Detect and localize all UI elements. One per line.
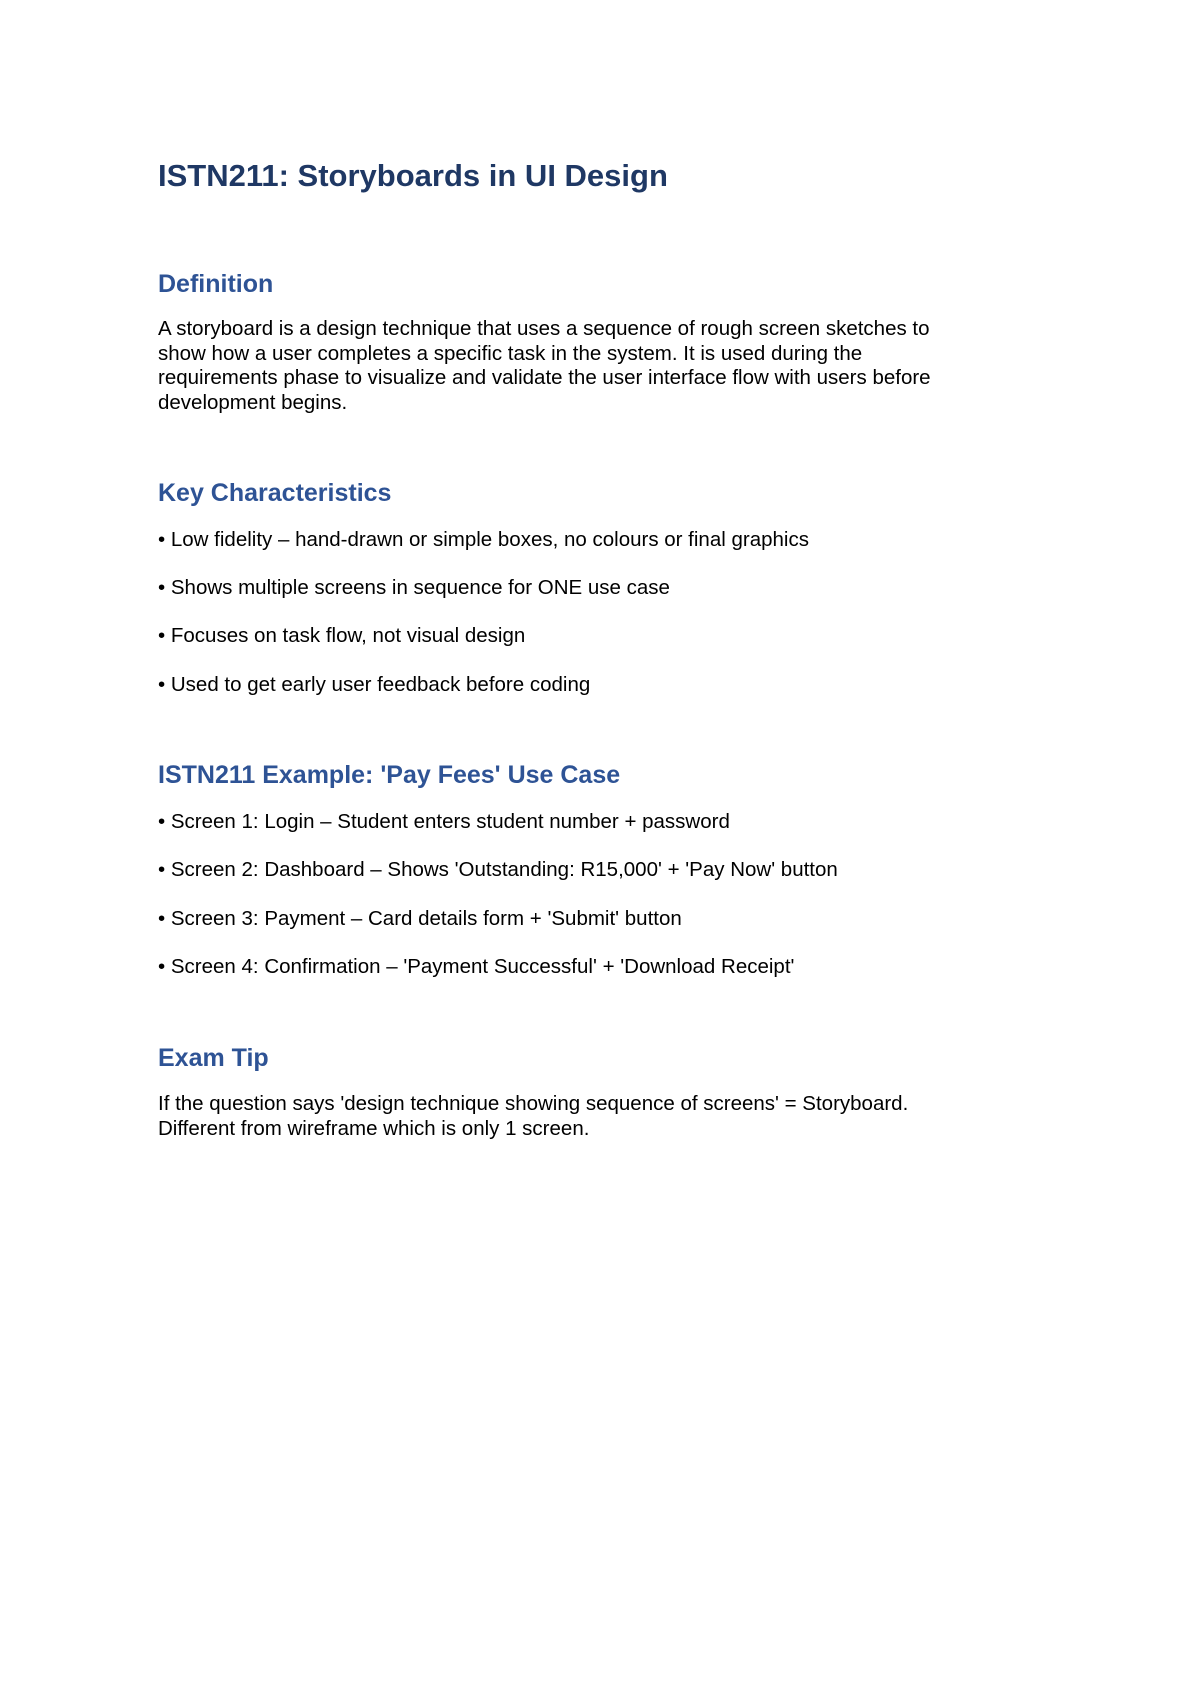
definition-line: A storyboard is a design technique that uses a sequence of rough screen sketches to [158, 317, 930, 340]
key-characteristics-heading: Key Characteristics [158, 479, 392, 507]
page-title: ISTN211: Storyboards in UI Design [158, 158, 668, 193]
exam-tip-line: Different from wireframe which is only 1 screen. [158, 1116, 590, 1140]
example-screen-item: • Screen 2: Dashboard – Shows 'Outstanding: R15,000' + 'Pay Now' button [158, 858, 838, 881]
definition-line: requirements phase to visualize and validate the user interface flow with users before [158, 366, 931, 389]
example-heading: ISTN211 Example: 'Pay Fees' Use Case [158, 761, 621, 789]
example-screen-item: • Screen 3: Payment – Card details form + 'Submit' button [158, 907, 682, 930]
key-characteristic-item: • Focuses on task flow, not visual design [158, 624, 526, 647]
exam-tip-paragraph [158, 1092, 1038, 1141]
exam-tip-heading: Exam Tip [158, 1044, 269, 1072]
example-screen-item: • Screen 4: Confirmation – 'Payment Successful' + 'Download Receipt' [158, 955, 795, 978]
key-characteristic-item: • Shows multiple screens in sequence for ONE use case [158, 576, 670, 599]
key-characteristic-item: • Used to get early user feedback before coding [158, 673, 591, 696]
exam-tip-line: If the question says 'design technique showing sequence of screens' = Storyboard. [158, 1092, 909, 1115]
example-screen-item: • Screen 1: Login – Student enters student number + password [158, 810, 730, 833]
definition-line: development begins. [158, 390, 348, 414]
definition-heading: Definition [158, 270, 274, 298]
key-characteristic-item: • Low fidelity – hand-drawn or simple boxes, no colours or final graphics [158, 528, 809, 551]
definition-paragraph [158, 317, 1038, 415]
definition-line: show how a user completes a specific task in the system. It is used during the [158, 341, 863, 365]
